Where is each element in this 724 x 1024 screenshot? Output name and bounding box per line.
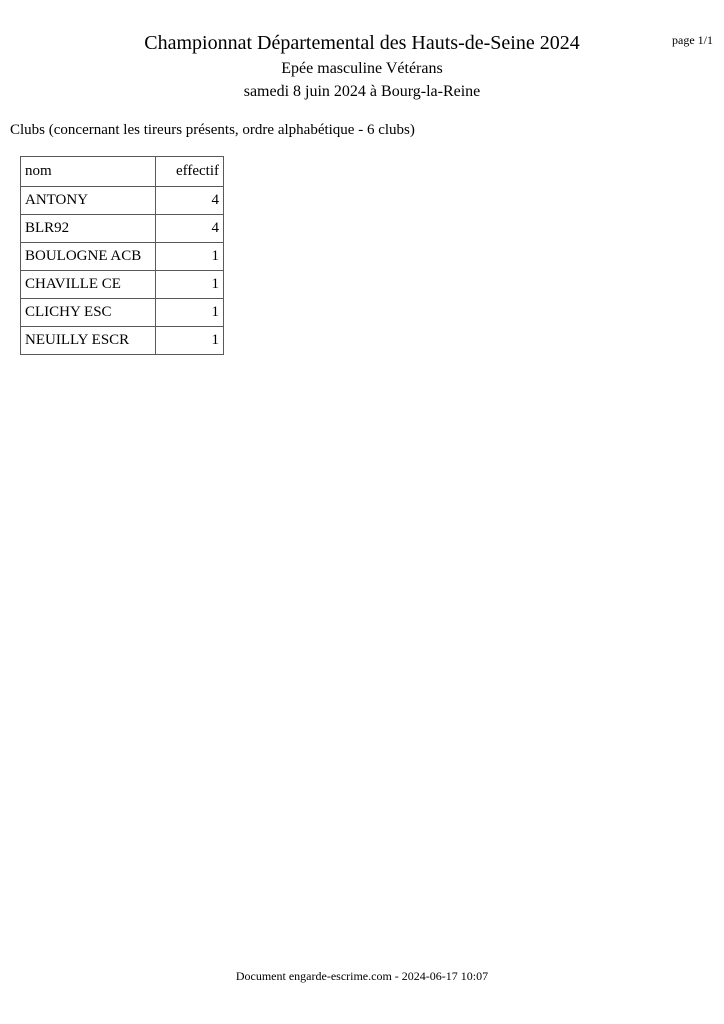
table-row	[21, 243, 224, 271]
document-footer: Document engarde-escrime.com - 2024-06-17 10:07	[235, 969, 489, 983]
event-subtitle: Epée masculine Vétérans	[281, 60, 443, 77]
table-row	[21, 215, 224, 243]
table-header-row	[21, 157, 224, 187]
club-name-cell: NEUILLY ESCR	[21, 327, 156, 355]
column-header-effectif: effectif	[156, 157, 224, 187]
clubs-table	[20, 156, 224, 355]
page-title: Championnat Départemental des Hauts-de-Seine 2024	[144, 32, 580, 54]
table-row	[21, 187, 224, 215]
date-place-subtitle: samedi 8 juin 2024 à Bourg-la-Reine	[243, 83, 481, 100]
page-number-indicator: page 1/1	[672, 33, 713, 47]
club-count-cell: 1	[156, 327, 224, 355]
club-count-cell: 1	[156, 299, 224, 327]
club-name-cell: BLR92	[21, 215, 156, 243]
club-name-cell: CLICHY ESC	[21, 299, 156, 327]
column-header-nom: nom	[21, 157, 156, 187]
table-row	[21, 327, 224, 355]
club-count-cell: 4	[156, 215, 224, 243]
club-name-cell: BOULOGNE ACB	[21, 243, 156, 271]
club-name-cell: ANTONY	[21, 187, 156, 215]
club-count-cell: 1	[156, 271, 224, 299]
club-count-cell: 4	[156, 187, 224, 215]
club-name-cell: CHAVILLE CE	[21, 271, 156, 299]
table-row	[21, 271, 224, 299]
clubs-section-label: Clubs (concernant les tireurs présents, ordre alphabétique - 6 clubs)	[10, 122, 415, 138]
table-row	[21, 299, 224, 327]
club-count-cell: 1	[156, 243, 224, 271]
